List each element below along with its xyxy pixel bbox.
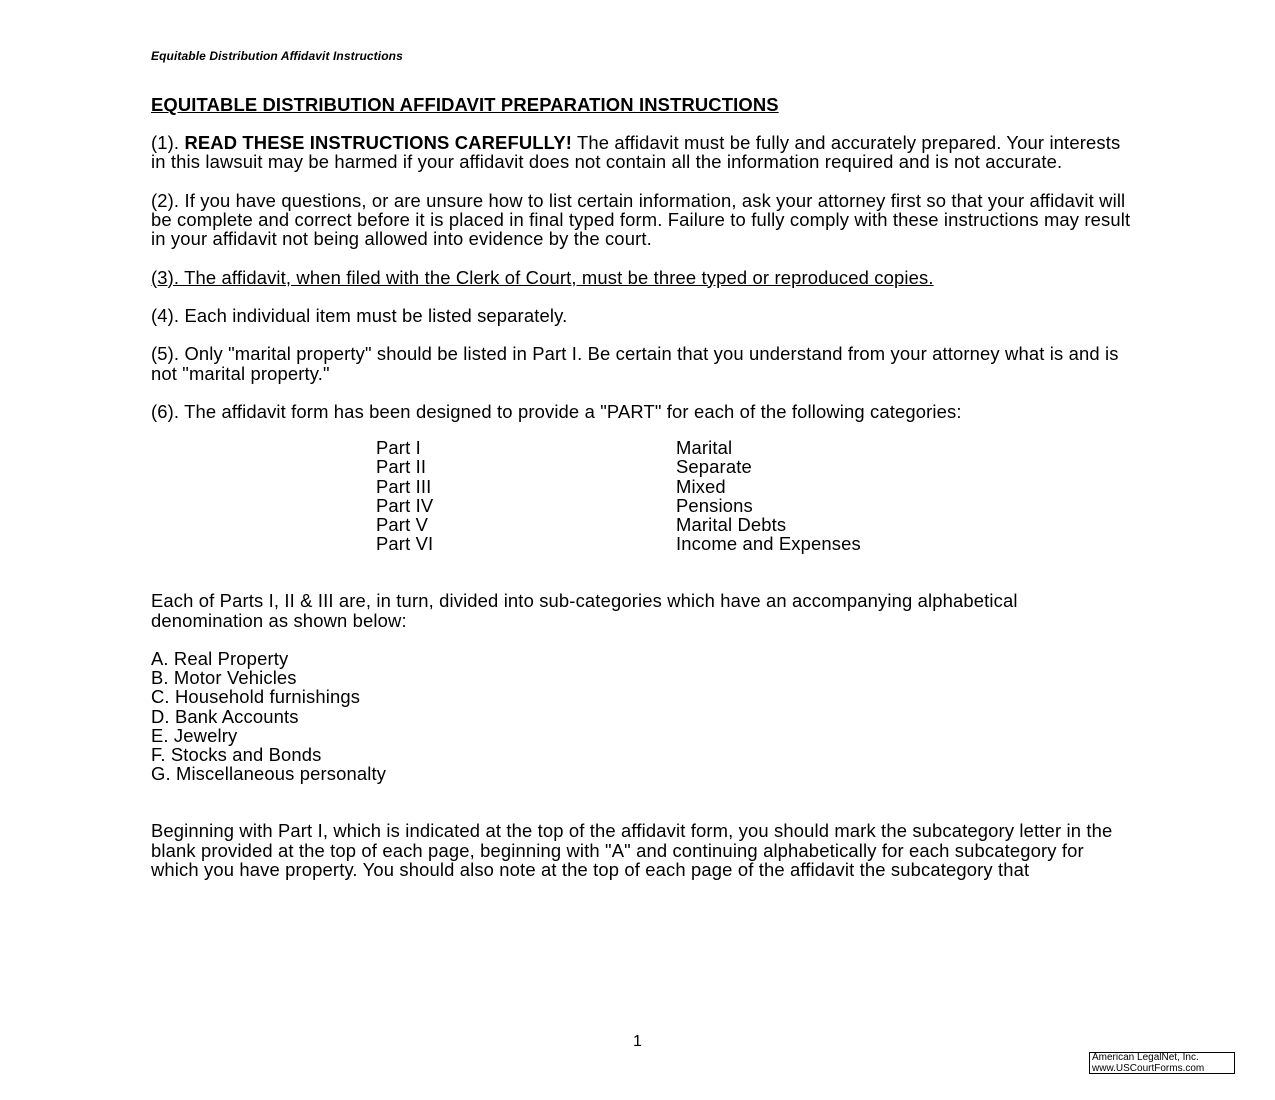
paragraph-5: (5). Only "marital property" should be listed in Part I. Be certain that you understand from your attorney what is and is not "marital property." [151,343,1119,384]
document-body [151,95,1131,898]
part-label: Part V [376,513,429,535]
parts-row [376,438,861,457]
subcategory-list [151,649,1131,783]
publisher-stamp [1089,1052,1235,1074]
list-item: B. Motor Vehicles [151,667,297,689]
part-label: Part II [376,456,427,478]
list-item: D. Bank Accounts [151,705,299,727]
part-label: Part III [376,475,432,497]
parts-row [376,457,861,476]
list-item: C. Household furnishings [151,686,361,708]
page-number: 1 [633,1033,642,1050]
paragraph-1 [151,133,1131,171]
paragraph-6: (6). The affidavit form has been designed to provide a "PART" for each of the following categories: [151,400,962,422]
paragraph-7: Each of Parts I, II & III are, in turn, divided into sub-categories which have an accompanying alphabetical denomination as shown below: [151,590,1018,631]
paragraph-8: Beginning with Part I, which is indicated at the top of the affidavit form, you should mark the subcategory letter in the blank provided at the top of each page, beginning with "A" and continuing alphabetically for each subcategory for which you have property. You should also note at the top of each page of the affidavit the subcategory that [151,820,1113,880]
parts-row [376,534,861,553]
paragraph-1-text: The affidavit must be fully and accurately prepared. Your interests in this lawsuit may be harmed if your affidavit does not contain all the information required and is not accurate. [151,132,1121,173]
part-label: Part VI [376,533,434,555]
part-category: Mixed [676,475,726,497]
paragraph-1-prefix: (1). [151,132,185,154]
paragraph-3: (3). The affidavit, when filed with the Clerk of Court, must be three typed or reproduced copies. [151,266,934,288]
list-item: G. Miscellaneous personalty [151,763,387,785]
part-category: Income and Expenses [676,533,861,555]
parts-row [376,496,861,515]
spacer [151,553,1131,591]
parts-table [376,438,861,553]
part-label: Part I [376,437,421,459]
list-item: A. Real Property [151,647,289,669]
paragraph-1-emphasis: READ THESE INSTRUCTIONS CAREFULLY! [184,132,573,154]
list-item: E. Jewelry [151,724,238,746]
part-label: Part IV [376,494,434,516]
paragraph-2: (2). If you have questions, or are unsure how to list certain information, ask your attorney first so that your affidavit will be complete and correct before it is placed in final typed form. Failure to fully comply with these instructions may result in your affidavit not being allowed into evidence by the court. [151,189,1131,250]
parts-row [376,477,861,496]
paragraph-4: (4). Each individual item must be listed separately. [151,304,568,326]
part-category: Pensions [676,494,753,516]
list-item: F. Stocks and Bonds [151,743,322,765]
parts-row [376,515,861,534]
running-header: Equitable Distribution Affidavit Instructions [151,49,403,63]
document-title: EQUITABLE DISTRIBUTION AFFIDAVIT PREPARATION INSTRUCTIONS [151,94,779,115]
part-category: Marital [676,437,733,459]
part-category: Marital Debts [676,513,787,535]
part-category: Separate [676,456,752,478]
spacer [151,783,1131,821]
stamp-line-company: American LegalNet, Inc. [1092,1052,1199,1063]
stamp-line-website: www.USCourtForms.com [1092,1062,1205,1074]
